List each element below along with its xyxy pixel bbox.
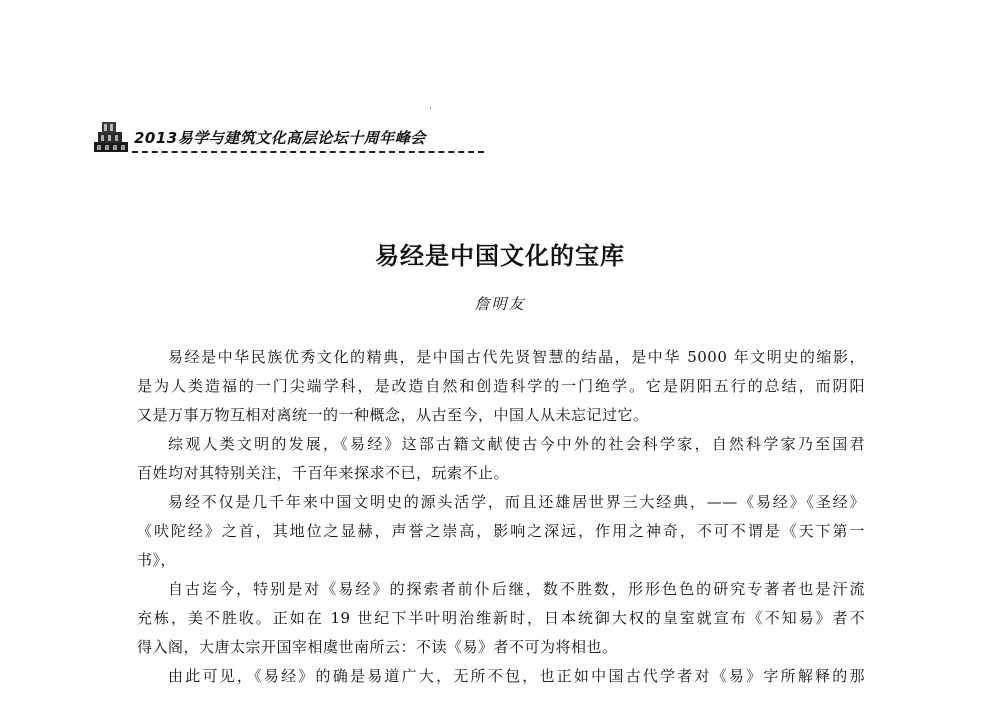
book-stack-icon	[92, 118, 132, 154]
text-line: 是为人类造福的一门尖端学科，是改造自然和创造科学的一门绝学。它是阴阳五行的总结，而阴阳	[137, 377, 865, 395]
text-line: 又是万事万物互相对离统一的一种概念，从古至今，中国人从未忘记过它。	[137, 406, 649, 424]
text-line: 《吠陀经》之首，其地位之显赫，声誉之崇高，影响之深远，作用之神奇，不可不谓是《天下第一	[137, 522, 865, 540]
text-line: 自古迄今，特别是对《易经》的探索者前仆后继，数不胜数，形形色色的研究专著者也是汗流	[168, 580, 865, 598]
scan-speck	[430, 107, 431, 109]
article-author: 詹明友	[474, 295, 526, 313]
running-header	[92, 116, 486, 156]
header-divider	[132, 151, 484, 153]
text-line: 充栋，美不胜收。正如在 19 世纪下半叶明治维新时，日本统御大权的皇室就宣布《不知易》者不	[137, 609, 865, 627]
article-body	[137, 343, 865, 691]
running-header-title: 2013易学与建筑文化高层论坛十周年峰会	[134, 129, 426, 147]
text-line: 书》，	[137, 551, 177, 569]
article-title: 易经是中国文化的宝库	[375, 242, 625, 270]
text-line: 百姓均对其特别关注，千百年来探求不已，玩索不止。	[137, 464, 510, 482]
text-line: 得入阁，大唐太宗开国宰相虞世南所云：不读《易》者不可为将相也。	[137, 638, 618, 656]
text-line: 易经不仅是几千年来中国文明史的源头活学，而且还雄居世界三大经典，——《易经》《圣经》	[168, 493, 865, 511]
text-line: 易经是中华民族优秀文化的精典，是中国古代先贤智慧的结晶，是中华 5000 年文明史的缩影，	[168, 348, 865, 366]
text-line: 综观人类文明的发展，《易经》这部古籍文献使古今中外的社会科学家，自然科学家乃至国君	[168, 435, 865, 453]
text-line: 由此可见，《易经》的确是易道广大，无所不包，也正如中国古代学者对《易》字所解释的那	[168, 667, 865, 685]
